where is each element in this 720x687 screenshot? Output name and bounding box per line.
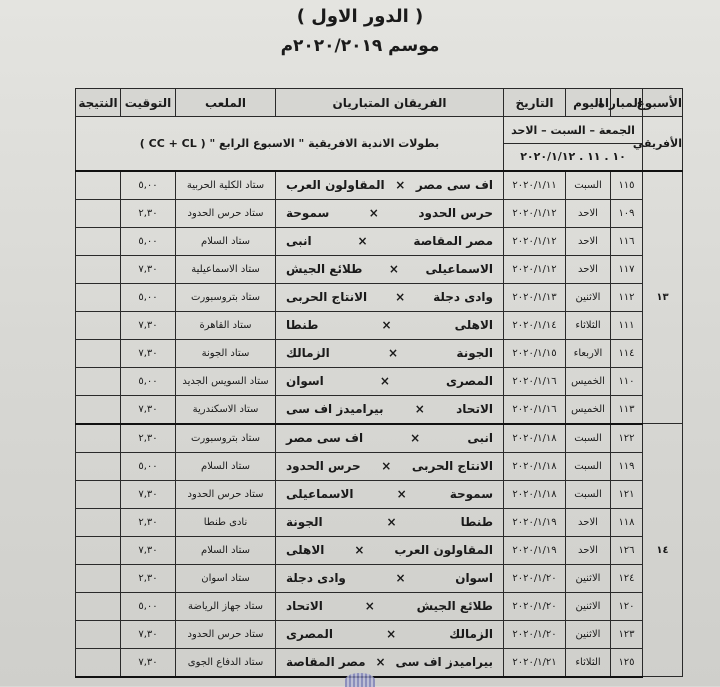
versus-mark: × (381, 318, 392, 332)
home-team: وادى دجلة (433, 290, 493, 304)
home-team: المصرى (446, 374, 493, 388)
match-row (76, 311, 683, 339)
match-teams (276, 452, 504, 480)
away-team: المقاولون العرب (286, 178, 385, 192)
header-time: التوقيت (121, 89, 176, 117)
week-number: ١٣ (643, 171, 683, 424)
match-venue: ستاد الاسماعيلية (176, 255, 276, 283)
match-day: الاثنين (566, 283, 611, 311)
match-result (76, 452, 121, 480)
versus-mark: × (395, 178, 406, 192)
special-week-text: بطولات الاندية الافريقية " الاسبوع الرابع " ( CC + CL ) (76, 117, 504, 171)
special-week-label: الأفريقي (643, 117, 683, 171)
versus-mark: × (364, 599, 375, 613)
match-date: ٢٠٢٠/١/٢٠ (504, 564, 566, 592)
match-day: الاثنين (566, 592, 611, 620)
versus-mark: × (388, 346, 399, 360)
away-team: الانتاج الحربى (286, 290, 368, 304)
home-team: الاتحاد (456, 402, 493, 416)
match-venue: ستاد بتروسبورت (176, 283, 276, 311)
match-row (76, 564, 683, 592)
match-row (76, 255, 683, 283)
home-team: حرس الحدود (418, 206, 493, 220)
match-row (76, 592, 683, 620)
away-team: الاسماعيلى (286, 487, 354, 501)
match-time: ٧,٣٠ (121, 255, 176, 283)
match-number: ١٢٥ (611, 648, 643, 677)
match-number: ١١١ (611, 311, 643, 339)
match-date: ٢٠٢٠/١/١٢ (504, 199, 566, 227)
match-teams (276, 199, 504, 227)
match-number: ١١٦ (611, 227, 643, 255)
match-number: ١٢٣ (611, 620, 643, 648)
match-row (76, 424, 683, 453)
match-day: الاحد (566, 508, 611, 536)
match-time: ٥,٠٠ (121, 452, 176, 480)
match-number: ١٢٠ (611, 592, 643, 620)
special-week-row (76, 117, 683, 144)
match-date: ٢٠٢٠/١/١٤ (504, 311, 566, 339)
match-date: ٢٠٢٠/١/١٨ (504, 480, 566, 508)
match-row (76, 508, 683, 536)
match-time: ٥,٠٠ (121, 227, 176, 255)
match-venue: ستاد السويس الجديد (176, 367, 276, 395)
versus-mark: × (388, 262, 399, 276)
special-week-dates: ١٠ . ١١ . ٢٠٢٠/١/١٢ (504, 144, 643, 171)
away-team: وادى دجلة (286, 571, 346, 585)
away-team: بيراميدز اف سى (286, 402, 384, 416)
round-title: ( الدور الاول ) (296, 6, 424, 27)
match-time: ٧,٣٠ (121, 648, 176, 677)
match-time: ٥,٠٠ (121, 367, 176, 395)
home-team: سموحة (449, 487, 493, 501)
match-result (76, 508, 121, 536)
home-team: اسوان (455, 571, 493, 585)
match-day: الثلاثاء (566, 311, 611, 339)
match-time: ٢,٣٠ (121, 564, 176, 592)
season-title: موسم ٢٠٢٠/٢٠١٩م (280, 36, 440, 56)
header-match: المباراة (611, 89, 643, 117)
away-team: مصر المقاصة (286, 655, 366, 669)
match-time: ٧,٣٠ (121, 395, 176, 424)
home-team: الزمالك (449, 627, 493, 641)
match-venue: ستاد السلام (176, 536, 276, 564)
home-team: مصر المقاصة (413, 234, 493, 248)
header-teams: الفريقان المتباريان (276, 89, 504, 117)
match-row (76, 536, 683, 564)
match-number: ١١٥ (611, 171, 643, 200)
away-team: المصرى (286, 627, 333, 641)
match-date: ٢٠٢٠/١/٢٠ (504, 592, 566, 620)
match-number: ١٢٤ (611, 564, 643, 592)
match-date: ٢٠٢٠/١/١٢ (504, 255, 566, 283)
match-number: ١١٩ (611, 452, 643, 480)
match-teams (276, 564, 504, 592)
match-time: ٧,٣٠ (121, 620, 176, 648)
match-day: السبت (566, 171, 611, 200)
match-day: الاحد (566, 536, 611, 564)
match-venue: ستاد السلام (176, 452, 276, 480)
versus-mark: × (379, 374, 390, 388)
match-date: ٢٠٢٠/١/١٣ (504, 283, 566, 311)
versus-mark: × (395, 571, 406, 585)
away-team: حرس الحدود (286, 459, 361, 473)
week-number: ١٤ (643, 424, 683, 677)
match-result (76, 199, 121, 227)
match-row (76, 452, 683, 480)
header-week: الأسبوع (643, 89, 683, 117)
versus-mark: × (395, 290, 406, 304)
match-row (76, 367, 683, 395)
away-team: الجونة (286, 515, 323, 529)
match-venue: ستاد السلام (176, 227, 276, 255)
match-venue: ستاد الدفاع الجوى (176, 648, 276, 677)
versus-mark: × (386, 515, 397, 529)
match-venue: ستاد حرس الحدود (176, 620, 276, 648)
match-time: ٧,٣٠ (121, 311, 176, 339)
match-date: ٢٠٢٠/١/٢٠ (504, 620, 566, 648)
match-number: ١٢١ (611, 480, 643, 508)
versus-mark: × (357, 234, 368, 248)
match-day: الثلاثاء (566, 648, 611, 677)
match-time: ٥,٠٠ (121, 592, 176, 620)
special-week-days: الجمعة – السبت – الاحد (504, 117, 643, 144)
home-team: الاسماعيلى (425, 262, 493, 276)
match-date: ٢٠٢٠/١/١٨ (504, 452, 566, 480)
home-team: الجونة (456, 346, 493, 360)
match-result (76, 339, 121, 367)
match-teams (276, 480, 504, 508)
match-number: ١١٢ (611, 283, 643, 311)
match-time: ٧,٣٠ (121, 536, 176, 564)
away-team: طلائع الجيش (286, 262, 363, 276)
match-result (76, 255, 121, 283)
match-result (76, 395, 121, 424)
match-venue: ستاد الجونة (176, 339, 276, 367)
match-result (76, 480, 121, 508)
away-team: اسوان (286, 374, 324, 388)
match-date: ٢٠٢٠/١/١٦ (504, 395, 566, 424)
versus-mark: × (375, 655, 386, 669)
match-date: ٢٠٢٠/١/١٢ (504, 227, 566, 255)
match-row (76, 171, 683, 200)
header-result: النتيجة (76, 89, 121, 117)
match-row (76, 227, 683, 255)
match-row (76, 283, 683, 311)
away-team: طنطا (286, 318, 319, 332)
match-day: الخميس (566, 395, 611, 424)
match-teams (276, 283, 504, 311)
home-team: المقاولون العرب (394, 543, 493, 557)
home-team: اف سى مصر (415, 178, 493, 192)
match-day: السبت (566, 480, 611, 508)
match-teams (276, 227, 504, 255)
match-result (76, 592, 121, 620)
match-teams (276, 367, 504, 395)
match-time: ٢,٣٠ (121, 424, 176, 453)
match-result (76, 227, 121, 255)
match-row (76, 339, 683, 367)
home-team: الانتاج الحربى (411, 459, 493, 473)
schedule-table (75, 88, 683, 678)
match-number: ١١٨ (611, 508, 643, 536)
match-number: ١١٧ (611, 255, 643, 283)
match-result (76, 311, 121, 339)
match-venue: ستاد اسوان (176, 564, 276, 592)
away-team: الزمالك (286, 346, 330, 360)
match-teams (276, 339, 504, 367)
match-row (76, 395, 683, 424)
match-venue: ستاد جهاز الرياضة (176, 592, 276, 620)
match-date: ٢٠٢٠/١/١٨ (504, 424, 566, 453)
header-row (76, 89, 683, 117)
match-venue: ستاد حرس الحدود (176, 199, 276, 227)
versus-mark: × (414, 402, 425, 416)
match-result (76, 283, 121, 311)
versus-mark: × (368, 206, 379, 220)
away-team: انبى (286, 234, 312, 248)
match-result (76, 171, 121, 200)
header-venue: الملعب (176, 89, 276, 117)
match-number: ١٠٩ (611, 199, 643, 227)
match-venue: ستاد حرس الحدود (176, 480, 276, 508)
match-row (76, 648, 683, 677)
match-result (76, 648, 121, 677)
match-venue: نادى طنطا (176, 508, 276, 536)
match-time: ٧,٣٠ (121, 339, 176, 367)
match-teams (276, 536, 504, 564)
match-teams (276, 648, 504, 677)
match-time: ٢,٣٠ (121, 508, 176, 536)
match-time: ٧,٣٠ (121, 480, 176, 508)
home-team: طلائع الجيش (416, 599, 493, 613)
match-date: ٢٠٢٠/١/١١ (504, 171, 566, 200)
home-team: انبى (467, 431, 493, 445)
match-time: ٥,٠٠ (121, 171, 176, 200)
header-day: اليوم (566, 89, 611, 117)
versus-mark: × (396, 487, 407, 501)
match-row (76, 620, 683, 648)
match-day: السبت (566, 424, 611, 453)
versus-mark: × (410, 431, 421, 445)
home-team: طنطا (460, 515, 493, 529)
match-date: ٢٠٢٠/١/١٩ (504, 536, 566, 564)
stamp-seal (345, 673, 375, 687)
match-number: ١٢٢ (611, 424, 643, 453)
match-number: ١١٤ (611, 339, 643, 367)
match-teams (276, 311, 504, 339)
match-result (76, 620, 121, 648)
match-teams (276, 255, 504, 283)
match-date: ٢٠٢٠/١/١٩ (504, 508, 566, 536)
match-day: الاثنين (566, 620, 611, 648)
match-date: ٢٠٢٠/١/١٥ (504, 339, 566, 367)
header-date: التاريخ (504, 89, 566, 117)
match-time: ٢,٣٠ (121, 199, 176, 227)
match-venue: ستاد الكلية الحربية (176, 171, 276, 200)
match-day: الخميس (566, 367, 611, 395)
versus-mark: × (354, 543, 365, 557)
match-row (76, 199, 683, 227)
match-day: الاربعاء (566, 339, 611, 367)
match-day: الاحد (566, 255, 611, 283)
match-date: ٢٠٢٠/١/١٦ (504, 367, 566, 395)
versus-mark: × (381, 459, 392, 473)
match-day: الاثنين (566, 564, 611, 592)
match-time: ٥,٠٠ (121, 283, 176, 311)
away-team: اف سى مصر (286, 431, 364, 445)
match-number: ١١٠ (611, 367, 643, 395)
match-teams (276, 592, 504, 620)
match-number: ١٢٦ (611, 536, 643, 564)
match-result (76, 424, 121, 453)
match-teams (276, 508, 504, 536)
match-teams (276, 171, 504, 200)
match-venue: ستاد القاهرة (176, 311, 276, 339)
match-result (76, 564, 121, 592)
match-teams (276, 395, 504, 424)
home-team: بيراميدز اف سى (395, 655, 493, 669)
match-date: ٢٠٢٠/١/٢١ (504, 648, 566, 677)
away-team: سموحة (286, 206, 330, 220)
match-day: الاحد (566, 199, 611, 227)
match-day: الاحد (566, 227, 611, 255)
match-venue: ستاد بتروسبورت (176, 424, 276, 453)
match-venue: ستاد الاسكندرية (176, 395, 276, 424)
match-row (76, 480, 683, 508)
away-team: الاتحاد (286, 599, 323, 613)
versus-mark: × (386, 627, 397, 641)
match-result (76, 367, 121, 395)
away-team: الاهلى (286, 543, 325, 557)
match-teams (276, 424, 504, 453)
match-day: السبت (566, 452, 611, 480)
match-number: ١١٣ (611, 395, 643, 424)
match-result (76, 536, 121, 564)
home-team: الاهلى (454, 318, 493, 332)
match-teams (276, 620, 504, 648)
